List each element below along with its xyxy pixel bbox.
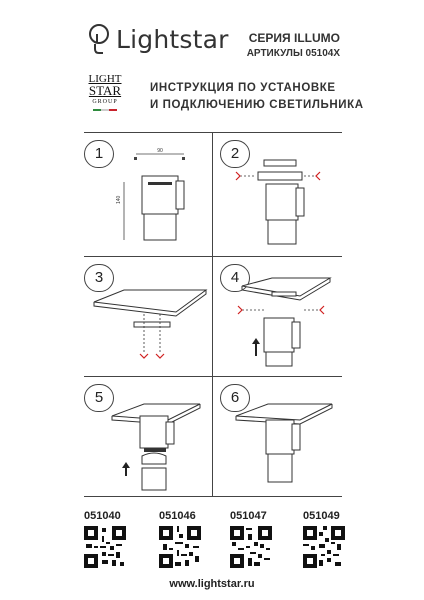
logo-word-group: GROUP (92, 99, 118, 105)
dim-width-label: 90 (157, 148, 163, 154)
step-4-panel (212, 256, 342, 376)
step-number: 4 (220, 264, 250, 292)
series-info (247, 30, 340, 62)
articles-title: АРТИКУЛЫ 05104X (246, 48, 340, 59)
italian-flag-icon (87, 109, 123, 111)
qr-code-icon[interactable] (84, 526, 126, 568)
article-051049: 051049 (303, 510, 340, 522)
brand-name: Lightstar (116, 24, 229, 54)
article-051040: 051040 (84, 510, 121, 522)
logo-word-star: STAR (88, 83, 122, 98)
article-051046: 051046 (159, 510, 196, 522)
instruction-heading (150, 80, 364, 114)
step-4-attach-drawing (212, 256, 342, 376)
qr-code-icon[interactable] (230, 526, 272, 568)
step-6-panel (212, 376, 342, 496)
step-2-panel (212, 132, 342, 256)
step-number: 6 (220, 384, 250, 412)
step-number: 5 (84, 384, 114, 412)
logo-word-light: LIGHT (88, 73, 122, 85)
brand-logo (86, 22, 229, 56)
lightstar-group-logo (87, 74, 123, 124)
step-1-dimensions-drawing (84, 132, 212, 256)
bulb-icon (86, 22, 112, 56)
step-3-panel (84, 256, 212, 376)
series-title: СЕРИЯ ILLUMO (248, 31, 340, 45)
step-number: 1 (84, 140, 114, 168)
step-6-final-drawing (212, 376, 342, 496)
article-051047: 051047 (230, 510, 267, 522)
dim-height-label: 140 (116, 195, 122, 204)
step-3-ceiling-drawing (84, 256, 212, 376)
website-link[interactable]: www.lightstar.ru (169, 578, 255, 590)
qr-code-icon[interactable] (159, 526, 201, 568)
grid-bottom-line (84, 496, 342, 497)
step-5-head-drawing (84, 376, 212, 496)
step-5-panel (84, 376, 212, 496)
step-1-panel (84, 132, 212, 256)
heading-line-1: ИНСТРУКЦИЯ ПО УСТАНОВКЕ (150, 82, 336, 94)
step-2-mount-drawing (212, 132, 342, 256)
step-number: 3 (84, 264, 114, 292)
step-number: 2 (220, 140, 250, 168)
heading-line-2: И ПОДКЛЮЧЕНИЮ СВЕТИЛЬНИКА (150, 99, 364, 111)
qr-code-icon[interactable] (303, 526, 345, 568)
